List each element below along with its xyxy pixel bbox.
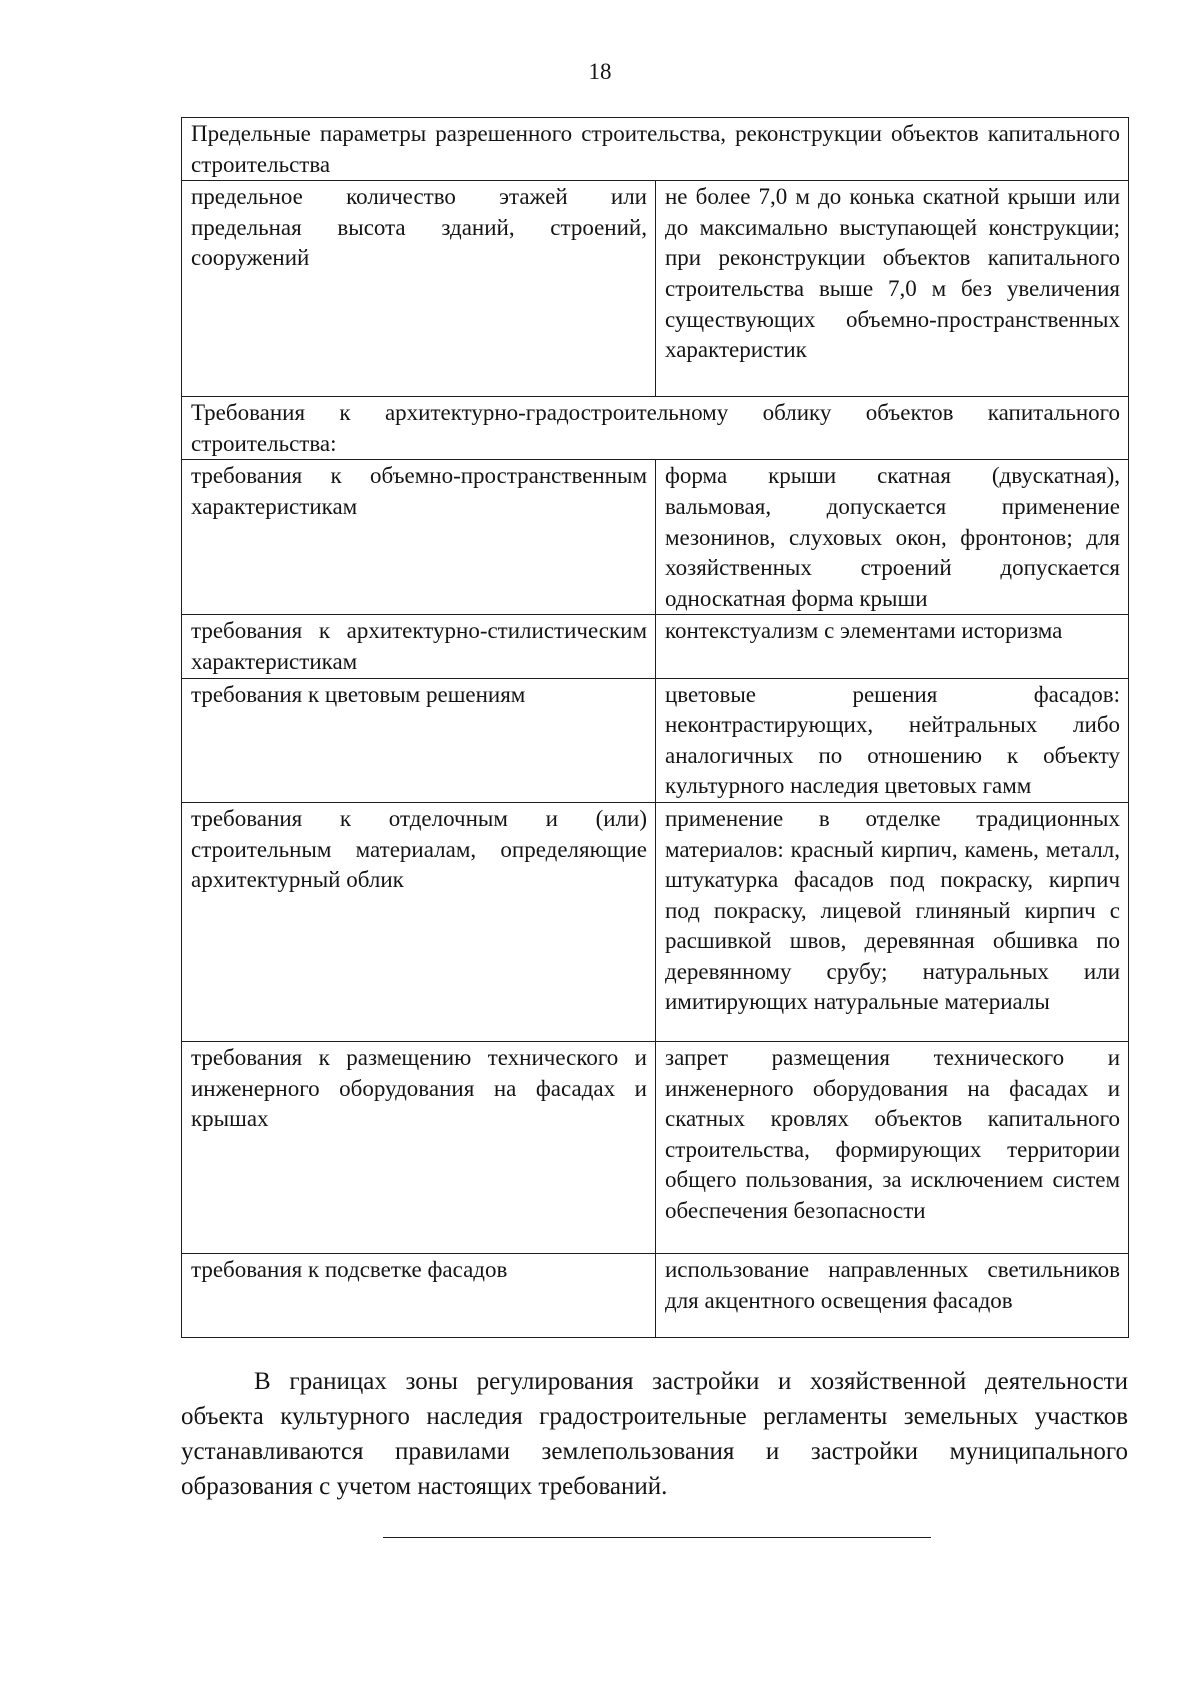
table-row xyxy=(182,615,1129,678)
table-row xyxy=(182,1253,1129,1337)
row-label: требования к отделочным и (или) строительным материалам, определяющие архитектурный облик xyxy=(182,802,656,1041)
row-value: не более 7,0 м до конька скатной крыши или до максимально выступающей конструкции; при реконструкции объектов капитального строительства выше 7,0 м без увеличения существующих объемно-пространственных характеристик xyxy=(656,181,1129,397)
table-section-header-row xyxy=(182,397,1129,460)
row-label: предельное количество этажей или предельная высота зданий, строений, сооружений xyxy=(182,181,656,397)
table-row xyxy=(182,802,1129,1041)
row-label: требования к размещению технического и инженерного оборудования на фасадах и крышах xyxy=(182,1041,656,1253)
page-number: 18 xyxy=(588,59,612,84)
row-value: применение в отделке традиционных материалов: красный кирпич, камень, металл, штукатурка фасадов под покраску, кирпич под покраску, лицевой глиняный кирпич с расшивкой швов, деревянная обшивка по деревянному срубу; натуральных или имитирующих натуральные материалы xyxy=(656,802,1129,1041)
table-row xyxy=(182,460,1129,615)
table-row xyxy=(182,1041,1129,1253)
row-label: требования к подсветке фасадов xyxy=(182,1253,656,1337)
table-row xyxy=(182,678,1129,802)
table-row xyxy=(182,181,1129,397)
section-header-parameters: Предельные параметры разрешенного строительства, реконструкции объектов капитального строительства xyxy=(182,118,1129,181)
row-value: форма крыши скатная (двускатная), вальмовая, допускается применение мезонинов, слуховых окон, фронтонов; для хозяйственных строений допускается односкатная форма крыши xyxy=(656,460,1129,615)
row-label: требования к цветовым решениям xyxy=(182,678,656,802)
row-value: запрет размещения технического и инженерного оборудования на фасадах и скатных кровлях объектов капитального строительства, формирующих территории общего пользования, за исключением систем обеспечения безопасности xyxy=(656,1041,1129,1253)
end-divider-line xyxy=(383,1537,931,1538)
section-header-appearance: Требования к архитектурно-градостроительному облику объектов капитального строительства: xyxy=(182,397,1129,460)
table-section-header-row xyxy=(182,118,1129,181)
row-value: контекстуализм с элементами историзма xyxy=(656,615,1129,678)
regulations-table xyxy=(181,117,1129,1338)
row-value: использование направленных светильников для акцентного освещения фасадов xyxy=(656,1253,1129,1337)
row-label: требования к объемно-пространственным характеристикам xyxy=(182,460,656,615)
row-value: цветовые решения фасадов: неконтрастирующих, нейтральных либо аналогичных по отношению к объекту культурного наследия цветовых гамм xyxy=(656,678,1129,802)
row-label: требования к архитектурно-стилистическим характеристикам xyxy=(182,615,656,678)
closing-paragraph: В границах зоны регулирования застройки и хозяйственной деятельности объекта культурного наследия градостроительные регламенты земельных участков устанавливаются правилами землепользования и застройки муниципального образования с учетом настоящих требований. xyxy=(181,1368,1128,1500)
